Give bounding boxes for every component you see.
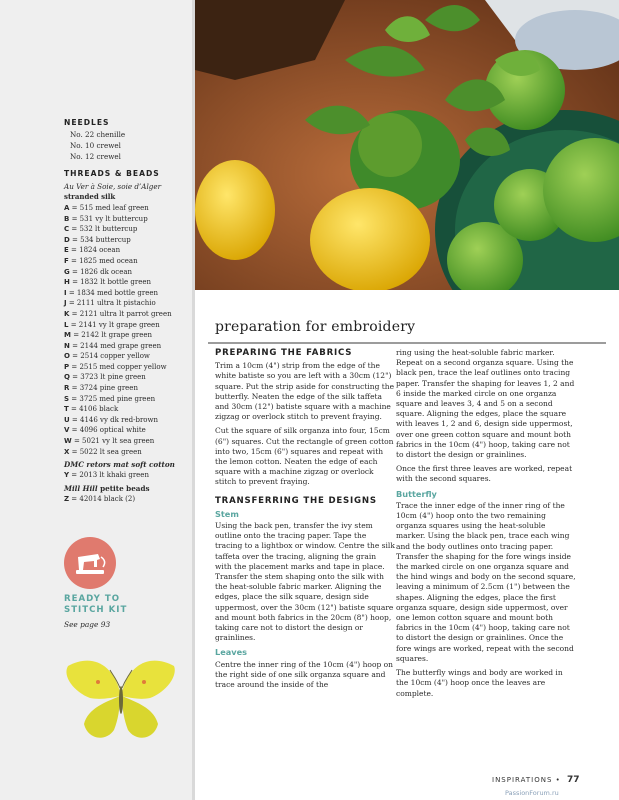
thread-desc: = 2144 med grape green bbox=[69, 341, 162, 350]
needle-item: No. 22 chenille bbox=[70, 130, 126, 139]
thread-item bbox=[64, 320, 192, 331]
brand-silk-type: stranded silk bbox=[64, 192, 116, 202]
sewing-machine-icon bbox=[64, 537, 116, 589]
thread-desc: = 2142 lt grape green bbox=[70, 331, 153, 340]
thread-item bbox=[64, 425, 192, 436]
thread-item bbox=[64, 415, 192, 426]
leaves-paragraph-2: Once the first three leaves are worked, repeat with the second squares. bbox=[396, 464, 573, 484]
thread-item bbox=[64, 436, 192, 447]
threads-heading: THREADS & BEADS bbox=[64, 169, 160, 179]
bead-list bbox=[64, 494, 192, 505]
thread-desc: = 2514 copper yellow bbox=[69, 352, 150, 361]
thread-desc: = 515 med leaf green bbox=[69, 203, 149, 212]
thread-item bbox=[64, 267, 192, 278]
thread-desc: = 1834 med bottle green bbox=[66, 288, 158, 297]
thread-desc: = 2141 vy lt grape green bbox=[68, 320, 160, 329]
thread-code: A bbox=[64, 203, 70, 212]
thread-desc: = 5022 lt sea green bbox=[69, 447, 142, 456]
brand-millhill bbox=[64, 483, 192, 494]
brand-millhill-name: Mill Hill bbox=[64, 483, 98, 493]
thread-code: O bbox=[64, 352, 70, 361]
title-rule bbox=[208, 342, 606, 344]
thread-code: X bbox=[64, 447, 70, 456]
thread-code: F bbox=[64, 256, 69, 265]
thread-desc: = 534 buttercup bbox=[69, 235, 131, 244]
brand-silk: Au Ver à Soie, soie d’Alger bbox=[64, 182, 162, 192]
thread-item bbox=[64, 394, 192, 405]
thread-item bbox=[64, 404, 192, 415]
see-page-ref: See page 93 bbox=[64, 620, 111, 629]
thread-code: S bbox=[64, 394, 70, 403]
page-footer bbox=[492, 775, 580, 785]
thread-code: E bbox=[64, 246, 69, 255]
needle-item: No. 12 crewel bbox=[70, 151, 121, 161]
thread-desc: = 3725 med pine green bbox=[69, 394, 156, 403]
thread-item bbox=[64, 362, 192, 373]
thread-desc: = 2515 med copper yellow bbox=[69, 362, 167, 371]
column-2 bbox=[396, 348, 576, 703]
thread-code: J bbox=[64, 299, 67, 308]
ready-to-stitch-kit bbox=[64, 594, 127, 616]
thread-desc: = 2013 lt khaki green bbox=[69, 471, 149, 480]
thread-code: V bbox=[64, 426, 70, 435]
section-heading-preparing: PREPARING THE FABRICS bbox=[215, 348, 353, 358]
thread-code: R bbox=[64, 384, 70, 393]
thread-desc: = 42014 black (2) bbox=[69, 494, 136, 503]
brand-dmc: DMC retors mat soft cotton bbox=[64, 460, 175, 470]
thread-desc: = 1824 ocean bbox=[68, 246, 121, 255]
page-title: preparation for embroidery bbox=[215, 319, 416, 335]
leaves-paragraph-part-1: Centre the inner ring of the 10cm (4") hoop on the right side of one silk organza square and trace around the inside of the bbox=[215, 659, 393, 690]
thread-code: T bbox=[64, 405, 69, 414]
requirements-list bbox=[64, 118, 192, 504]
thread-item bbox=[64, 447, 192, 458]
thread-desc: = 2111 ultra lt pistachio bbox=[66, 299, 156, 308]
thread-desc: = 532 lt buttercup bbox=[69, 225, 138, 234]
footer-section: INSPIRATIONS bbox=[492, 776, 553, 784]
subheading-leaves: Leaves bbox=[215, 647, 248, 658]
needle-item: No. 10 crewel bbox=[70, 140, 121, 150]
thread-desc: = 4096 optical white bbox=[69, 426, 146, 435]
subheading-stem: Stem bbox=[215, 508, 239, 519]
thread-desc: = 531 vy lt buttercup bbox=[69, 214, 148, 223]
silk-thread-list bbox=[64, 203, 192, 457]
butterfly-paragraph: Trace the inner edge of the inner ring of the 10cm (4") hoop onto the two remaining organza squares using the heat-soluble marker. Using the black pen, trace each wing and the body outlines onto tracing paper. Transfer the shaping for the fore wings inside the marked circle on one organza square and the hind wings and body on the second square, leaving a minimum of 2.5cm (1") between the shapes. Aligning the edges, place the first organza square, design side uppermost, over one lemon cotton square and mount both fabrics in the 10cm (4") hoop, taking care not to distort the design or grainlines. Once the fore wings are worked, repeat with the second squares. bbox=[396, 500, 576, 663]
preparing-paragraph-1: Trim a 10cm (4") strip from the edge of the white batiste so you are left with a 30cm (12") square. Put the strip aside for constructing the butterfly. Neaten the edge of the silk taffeta and 30cm (12") batiste square with a machine zigzag or overlock stitch to prevent fraying. bbox=[215, 361, 395, 422]
thread-item bbox=[64, 494, 192, 505]
thread-code: M bbox=[64, 331, 71, 340]
thread-code: Z bbox=[64, 494, 70, 503]
thread-desc: = 3723 lt pine green bbox=[69, 373, 146, 382]
thread-desc: = 1825 med ocean bbox=[68, 256, 138, 265]
thread-item bbox=[64, 383, 192, 394]
thread-code: N bbox=[64, 341, 70, 350]
thread-item bbox=[64, 256, 192, 267]
hero-photo-lemons-limes bbox=[195, 0, 619, 290]
thread-code: Y bbox=[64, 471, 70, 480]
column-1 bbox=[215, 348, 395, 694]
thread-desc: = 2121 ultra lt parrot green bbox=[69, 309, 172, 318]
stem-paragraph: Using the back pen, transfer the ivy stem outline onto the tracing paper. Tape the tracing to a lightbox or window. Centre the silk taffeta over the tracing, aligning the grain with the placement marks and tape in place. Transfer the stem shaping onto the silk with the heat-soluble fabric marker. Aligning the edges, place the silk square, design side uppermost, over the 30cm (12") batiste square and mount both fabrics in the 20cm (8") hoop, taking care not to distort the design or grainlines. bbox=[215, 521, 395, 643]
thread-item bbox=[64, 277, 192, 288]
butterfly-paragraph-2: The butterfly wings and body are worked in the 10cm (4") hoop once the leaves are complete. bbox=[396, 668, 563, 698]
thread-item bbox=[64, 235, 192, 246]
watermark: PassionForum.ru bbox=[505, 789, 559, 797]
thread-code: I bbox=[64, 288, 67, 297]
kit-line-2: STITCH KIT bbox=[64, 605, 128, 615]
thread-desc: = 1832 lt bottle green bbox=[69, 278, 152, 287]
thread-desc: = 1826 dk ocean bbox=[69, 267, 133, 276]
thread-code: P bbox=[64, 362, 70, 371]
thread-item bbox=[64, 298, 192, 309]
thread-code: B bbox=[64, 214, 70, 223]
thread-item bbox=[64, 372, 192, 383]
subheading-butterfly: Butterfly bbox=[396, 488, 437, 499]
thread-code: Q bbox=[64, 373, 70, 382]
thread-desc: = 5021 vy lt sea green bbox=[71, 437, 155, 446]
thread-code: L bbox=[64, 320, 69, 329]
dmc-thread-list bbox=[64, 470, 192, 481]
thread-code: G bbox=[64, 267, 70, 276]
thread-desc: = 4146 vy dk red-brown bbox=[69, 415, 159, 424]
thread-item bbox=[64, 351, 192, 362]
thread-item bbox=[64, 214, 192, 225]
thread-item bbox=[64, 288, 192, 299]
thread-item bbox=[64, 309, 192, 320]
thread-item bbox=[64, 330, 192, 341]
thread-code: D bbox=[64, 235, 70, 244]
thread-item bbox=[64, 341, 192, 352]
thread-item bbox=[64, 470, 192, 481]
brand-millhill-type: petite beads bbox=[97, 483, 150, 493]
kit-line-1: READY TO bbox=[64, 594, 121, 604]
thread-code: C bbox=[64, 225, 70, 234]
footer-bullet: • bbox=[555, 776, 561, 784]
needles-heading: NEEDLES bbox=[64, 118, 110, 127]
thread-desc: = 3724 pine green bbox=[69, 384, 138, 393]
thread-code: K bbox=[64, 309, 70, 318]
thread-item bbox=[64, 203, 192, 214]
thread-code: H bbox=[64, 278, 70, 287]
section-heading-transferring: TRANSFERRING THE DESIGNS bbox=[215, 495, 377, 506]
thread-code: U bbox=[64, 415, 70, 424]
thread-desc: = 4106 black bbox=[68, 405, 119, 414]
kit-badge bbox=[64, 537, 116, 589]
leaves-paragraph-part-2: ring using the heat-soluble fabric marker. Repeat on a second organza square. Using the black pen, trace the leaf outlines onto tracing paper. Transfer the shaping for leaves 1, 2 and 6 inside the marked circle on one organza square and leaves 3, 4 and 5 on a second square. Aligning the edges, place the square with leaves 1, 2 and 6, design side uppermost, over one green cotton square and mount both fabrics in the 10cm (4") hoop, taking care not to distort the design or grainlines. bbox=[396, 348, 575, 460]
preparing-paragraph-2: Cut the square of silk organza into four, 15cm (6") squares. Cut the rectangle of green cotton into two, 15cm (6") squares and repeat with the lemon cotton. Neaten the edge of each square with a machine zigzag or overlock stitch to prevent fraying. bbox=[215, 426, 394, 487]
butterfly-image bbox=[60, 652, 180, 744]
thread-item bbox=[64, 224, 192, 235]
thread-item bbox=[64, 245, 192, 256]
thread-code: W bbox=[64, 437, 72, 446]
page-number: 77 bbox=[567, 775, 580, 785]
